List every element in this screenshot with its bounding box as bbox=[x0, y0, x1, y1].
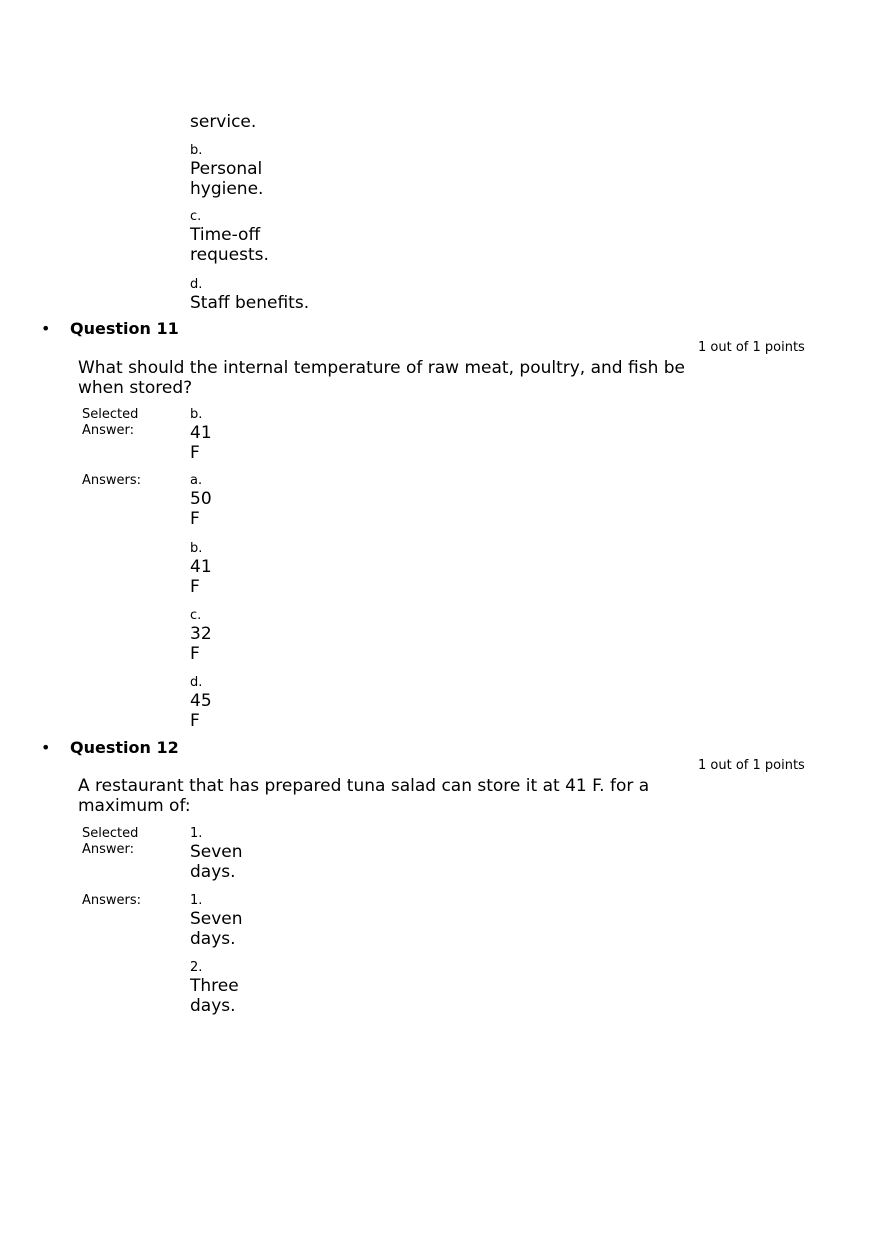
option-text-line2: F bbox=[190, 644, 200, 664]
question-11-answer-a bbox=[190, 473, 212, 529]
option-text-line2: F bbox=[190, 711, 200, 731]
option-letter: b. bbox=[190, 541, 203, 556]
selected-answer-label bbox=[82, 407, 138, 439]
selected-label-line1: Selected bbox=[82, 407, 139, 422]
option-text-line1: Seven bbox=[190, 842, 243, 862]
option-letter: a. bbox=[190, 473, 203, 488]
option-text-line2: F bbox=[190, 577, 200, 597]
option-text-line2: days. bbox=[190, 929, 236, 949]
option-letter: 1. bbox=[190, 826, 203, 841]
option-letter: 1. bbox=[190, 893, 203, 908]
option-text-line1: Personal bbox=[190, 159, 263, 179]
question-11-answer-d bbox=[190, 675, 212, 731]
selected-label-line2: Answer: bbox=[82, 423, 135, 438]
option-text-line2: requests. bbox=[190, 245, 269, 265]
option-letter: b. bbox=[190, 143, 203, 158]
option-text-line1: 45 bbox=[190, 691, 212, 711]
question-12-answer-1 bbox=[190, 893, 243, 949]
option-letter: 2. bbox=[190, 960, 203, 975]
bullet-icon: • bbox=[41, 319, 51, 338]
option-text-line2: F bbox=[190, 443, 200, 463]
selected-answer-label bbox=[82, 826, 138, 858]
selected-label-line1: Selected bbox=[82, 826, 139, 841]
question-11-answer-c bbox=[190, 608, 212, 664]
prev-option-continuation: service. bbox=[190, 112, 257, 132]
option-text-line2: days. bbox=[190, 862, 236, 882]
option-text-line1: 50 bbox=[190, 489, 212, 509]
question-11-text: What should the internal temperature of raw meat, poultry, and fish be when stored? bbox=[78, 358, 685, 398]
option-text-line1: Seven bbox=[190, 909, 243, 929]
prev-option-b bbox=[190, 143, 263, 199]
option-text-line1: Staff benefits. bbox=[190, 293, 310, 313]
option-letter: d. bbox=[190, 675, 203, 690]
option-text-line1: 32 bbox=[190, 624, 212, 644]
question-12-points: 1 out of 1 points bbox=[698, 758, 805, 773]
option-text-line2: hygiene. bbox=[190, 179, 264, 199]
option-text-line1: 41 bbox=[190, 557, 212, 577]
question-12-title: Question 12 bbox=[70, 738, 179, 757]
bullet-icon: • bbox=[41, 738, 51, 757]
answers-label: Answers: bbox=[82, 473, 142, 488]
prev-option-d bbox=[190, 277, 309, 313]
option-text-line1: 41 bbox=[190, 423, 212, 443]
option-text-line1: Time-off bbox=[190, 225, 261, 245]
option-letter: c. bbox=[190, 209, 202, 224]
option-letter: b. bbox=[190, 407, 203, 422]
option-letter: d. bbox=[190, 277, 203, 292]
answers-label: Answers: bbox=[82, 893, 142, 908]
question-12-answer-2 bbox=[190, 960, 239, 1016]
option-letter: c. bbox=[190, 608, 202, 623]
option-text-line2: F bbox=[190, 509, 200, 529]
question-12-text: A restaurant that has prepared tuna salad can store it at 41 F. for a maximum of: bbox=[78, 776, 650, 816]
option-text-line2: days. bbox=[190, 996, 236, 1016]
selected-label-line2: Answer: bbox=[82, 842, 135, 857]
question-11-title: Question 11 bbox=[70, 319, 179, 338]
prev-option-c bbox=[190, 209, 269, 265]
option-text-line1: Three bbox=[190, 976, 239, 996]
question-11-answer-b bbox=[190, 541, 212, 597]
question-11-points: 1 out of 1 points bbox=[698, 340, 805, 355]
question-12-selected-answer bbox=[190, 826, 243, 882]
question-11-selected-answer bbox=[190, 407, 212, 463]
